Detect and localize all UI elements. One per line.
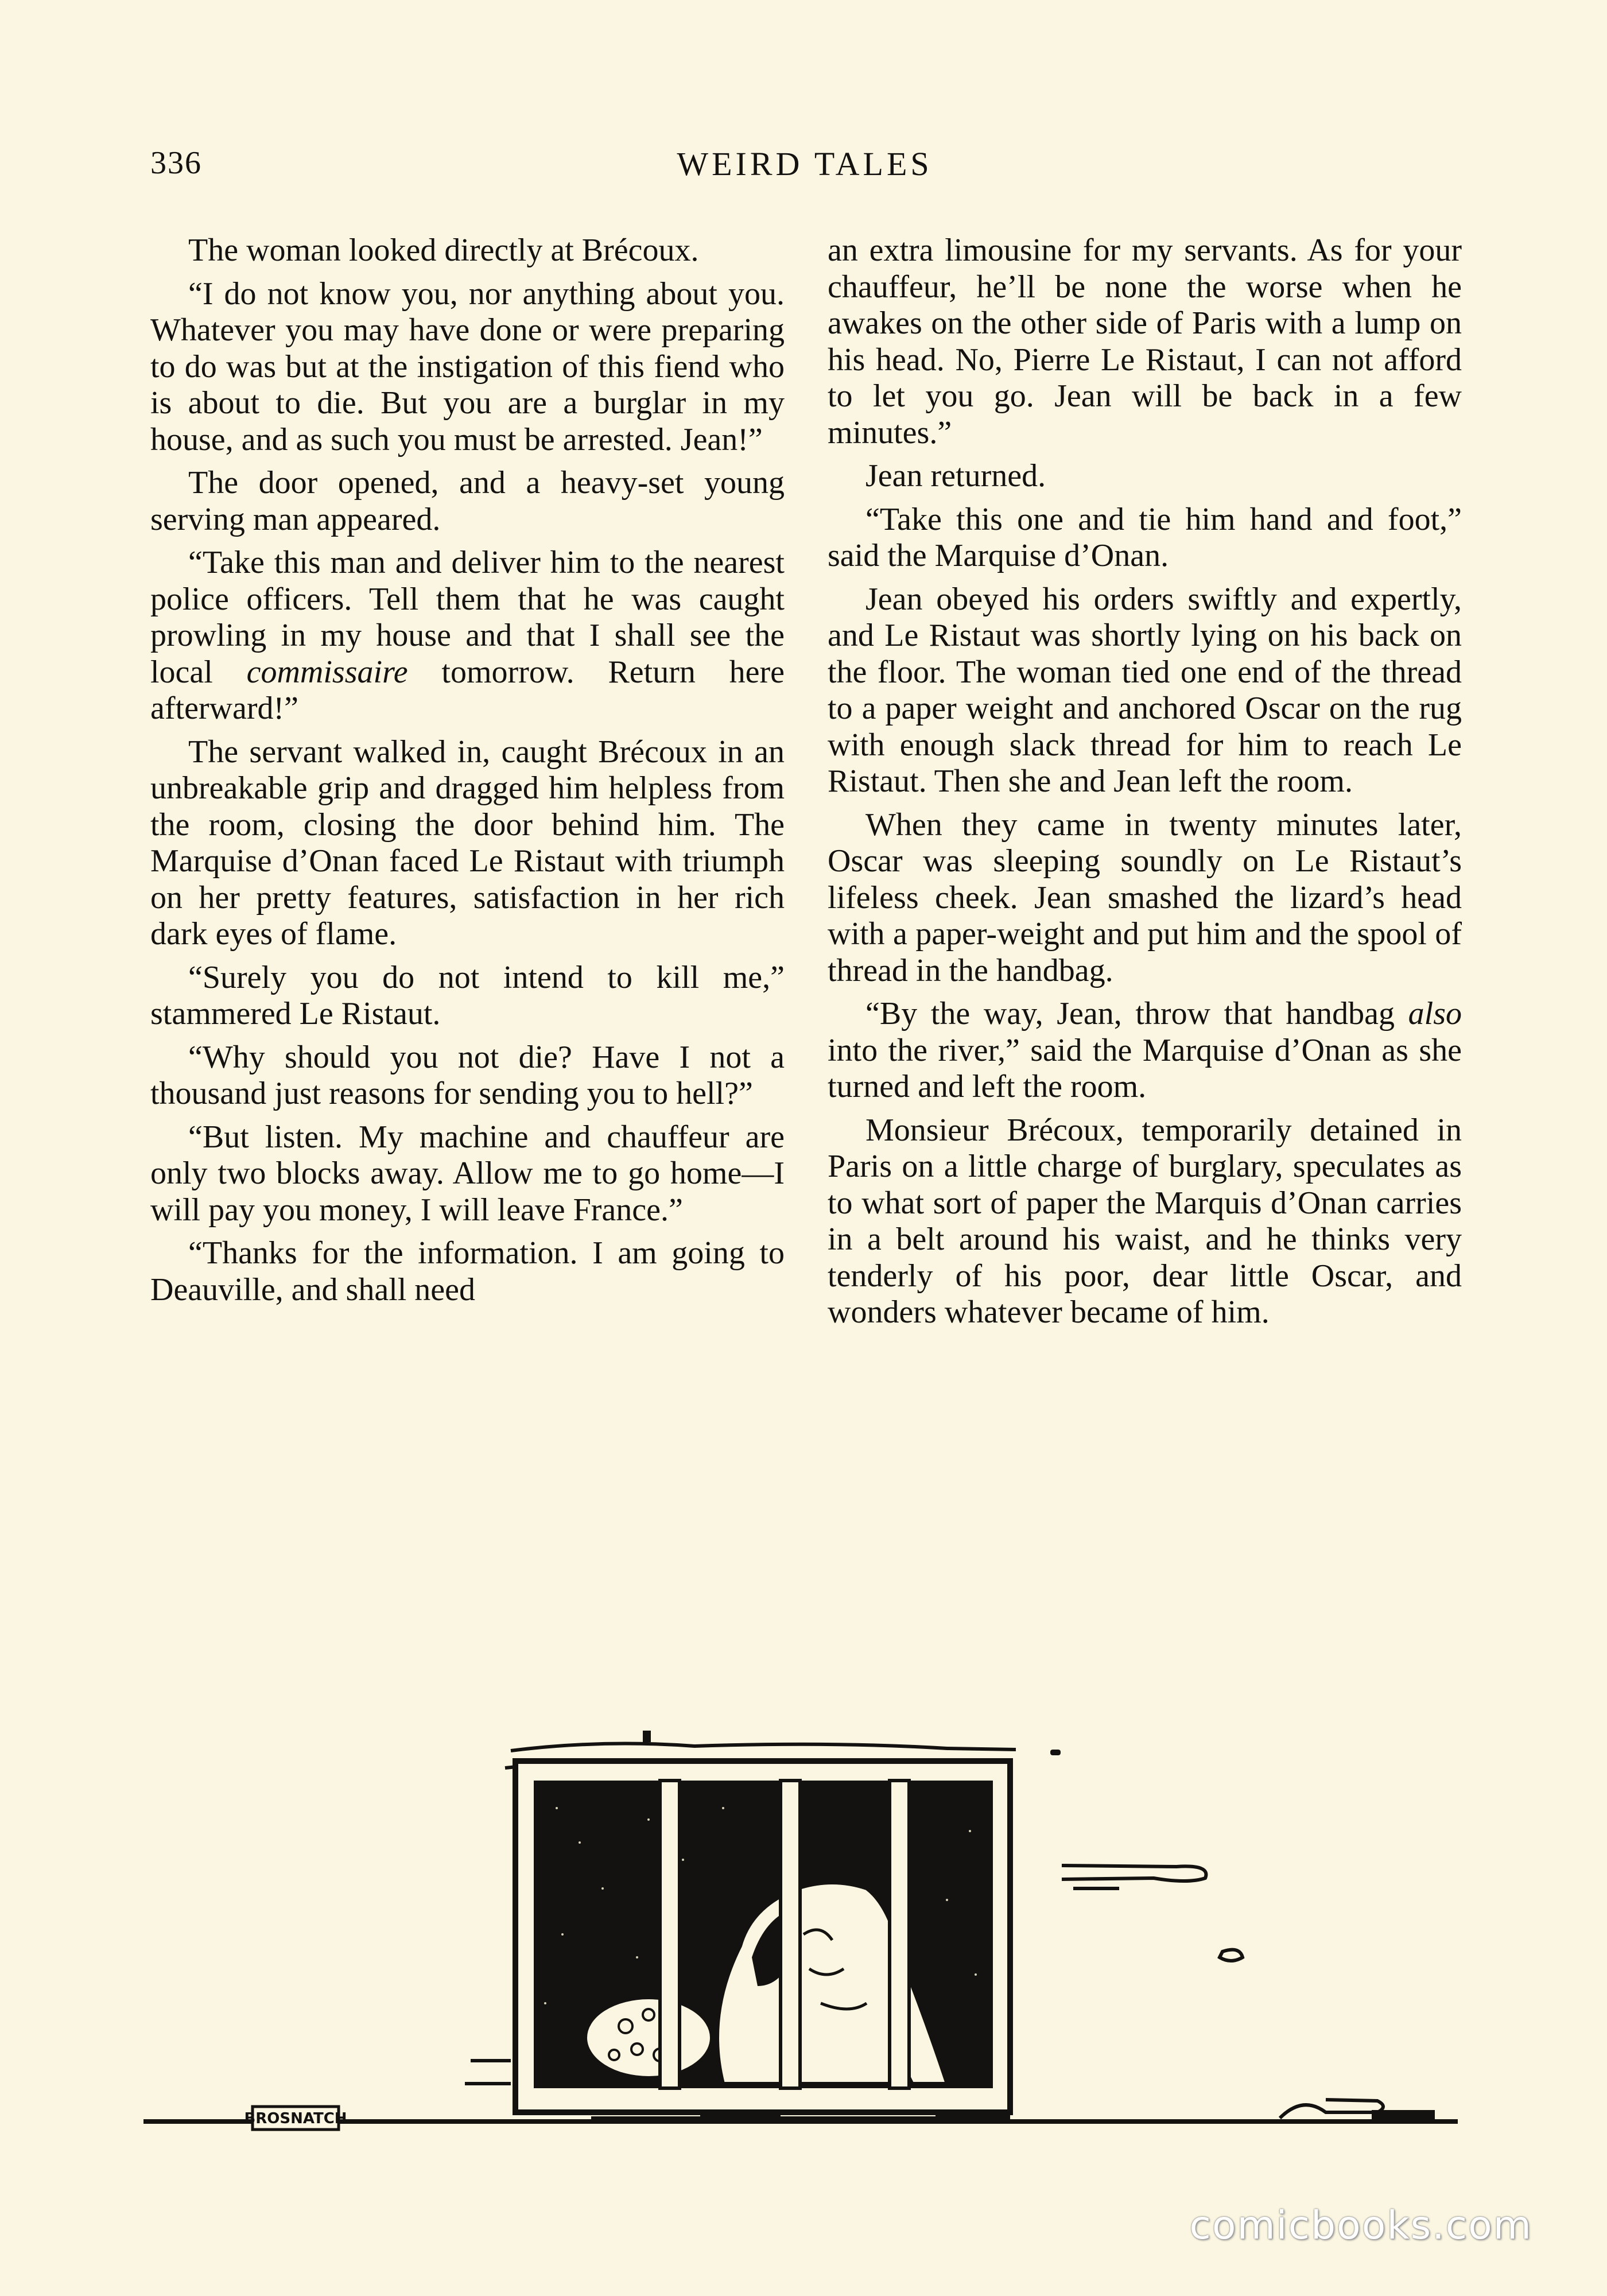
paragraph: When they came in twenty minutes later, Oscar was sleeping soundly on Le Ristaut’s lifeless cheek. Jean smashed the lizard’s head with a paper-weight and put him and the spool of thread in the handbag. bbox=[828, 806, 1462, 988]
paragraph-text: “By the way, Jean, throw that handbag bbox=[865, 996, 1395, 1031]
paragraph: “But listen. My machine and chauffeur are only two blocks away. Allow me to go home—I will pay you money, I will leave France.” bbox=[150, 1119, 785, 1228]
paragraph: Jean obeyed his orders swiftly and expertly, and Le Ristaut was shortly lying on his back on the floor. The woman tied one end of the thread to a paper weight and anchored Oscar on the rug with enough slack thread for him to reach Le Ristaut. Then she and Jean left the room. bbox=[828, 581, 1462, 799]
artist-signature: BROSNATCH bbox=[244, 2110, 347, 2127]
paragraph: The door opened, and a heavy-set young serving man appeared. bbox=[150, 465, 785, 537]
illustration-drawing bbox=[143, 1716, 1464, 2152]
left-column bbox=[150, 232, 785, 1315]
right-column bbox=[828, 232, 1462, 1338]
watermark: comicbooks.com bbox=[1189, 2203, 1532, 2248]
paragraph: Monsieur Brécoux, temporarily detained in Paris on a little charge of burglary, speculates as to what sort of paper the Marquis d’Onan carries in a belt around his waist, and he thinks very tenderly of his poor, dear little Oscar, and wonders whatever became of him. bbox=[828, 1112, 1462, 1330]
paragraph: “I do not know you, nor anything about you. Whatever you may have done or were preparing to do was but at the instigation of this fiend who is about to die. But you are a burglar in my house, and as such you must be arrested. Jean!” bbox=[150, 276, 785, 457]
paragraph-text: tomorrow. Return here afterward!” bbox=[150, 654, 785, 726]
italic-term: commissaire bbox=[246, 654, 408, 690]
paragraph: “Take this one and tie him hand and foot,” said the Marquise d’Onan. bbox=[828, 501, 1462, 573]
paragraph: “Surely you do not intend to kill me,” stammered Le Ristaut. bbox=[150, 959, 785, 1031]
running-title: WEIRD TALES bbox=[677, 145, 933, 183]
page-number: 336 bbox=[150, 145, 202, 181]
jail-cell-illustration bbox=[143, 1716, 1464, 2152]
paragraph bbox=[828, 996, 1462, 1106]
paragraph bbox=[150, 545, 785, 727]
paragraph: “Why should you not die? Have I not a thousand just reasons for sending you to hell?” bbox=[150, 1039, 785, 1111]
paragraph: Jean returned. bbox=[865, 458, 1046, 494]
paragraph: The servant walked in, caught Brécoux in an unbreakable grip and dragged him helpless from the room, closing the door behind him. The Marquise d’Onan faced Le Ristaut with triumph on her pretty features, satisfaction in her rich dark eyes of flame. bbox=[150, 734, 785, 952]
paragraph-text: into the river,” said the Marquise d’Onan as she turned and left the room. bbox=[828, 1032, 1462, 1104]
paragraph-text: “Take this man and deliver him to the nearest police officers. Tell them that he was caught prowling in my house and that I shall see the local bbox=[150, 545, 785, 690]
paragraph-continued: an extra limousine for my servants. As for your chauffeur, he’ll be none the worse when he awakes on the other side of Paris with a lump on his head. No, Pierre Le Ristaut, I can not afford to let you go. Jean will be back in a few minutes.” bbox=[828, 232, 1462, 451]
page-header bbox=[150, 145, 1459, 185]
paragraph: The woman looked directly at Brécoux. bbox=[188, 232, 699, 268]
paragraph: “Thanks for the information. I am going to Deauville, and shall need bbox=[150, 1235, 785, 1308]
italic-term: also bbox=[1408, 996, 1462, 1031]
